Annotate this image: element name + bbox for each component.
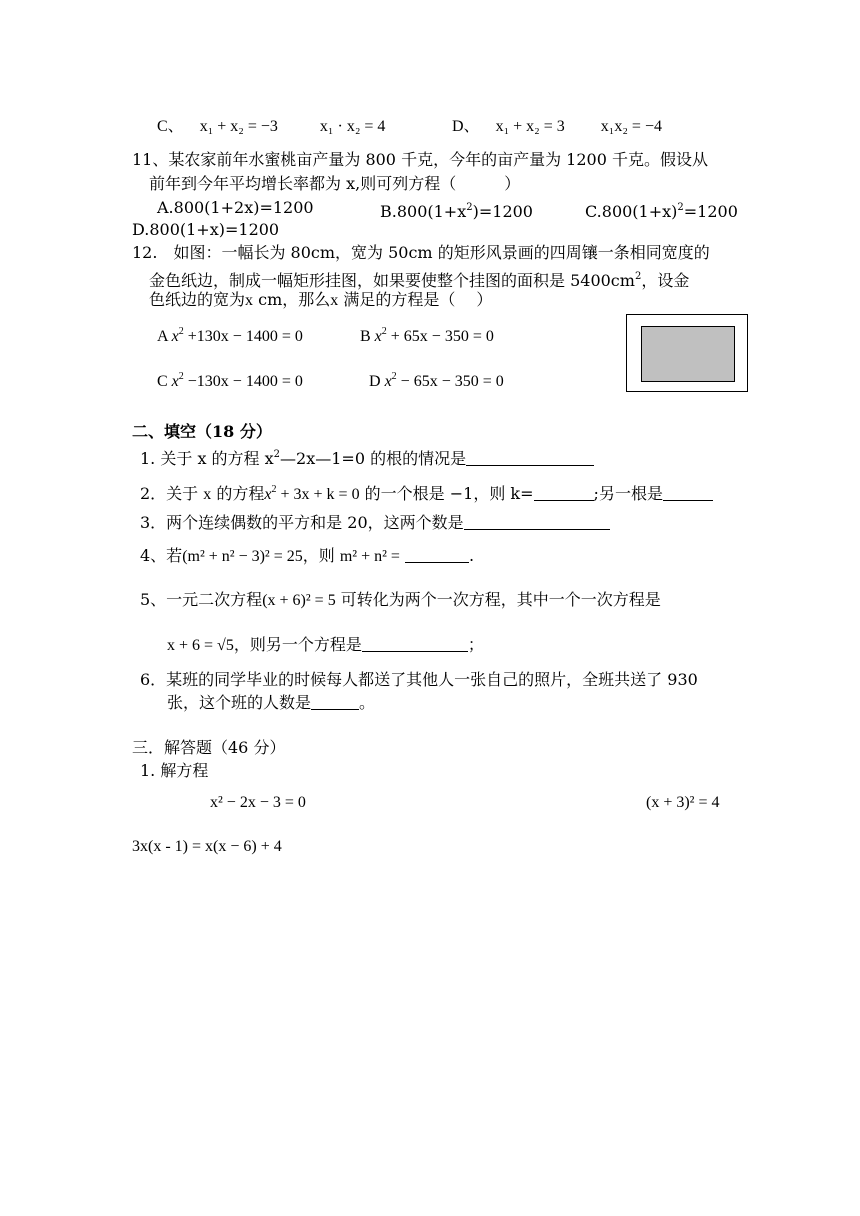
answer-blank[interactable]: [362, 635, 468, 652]
option-d-eq1: x₁ + x₂ = 3: [495, 118, 565, 135]
s2-q6-line2: 张，这个班的人数是 。: [167, 693, 376, 712]
q12-option-c: C $x^2 -130x - 1400 = 0$: [157, 371, 303, 390]
option-c-label: C、: [157, 118, 184, 135]
s3-eq2: (x + 3)² = 4: [646, 794, 720, 811]
section2-title: 二、填空（18 分）: [132, 422, 272, 441]
s2-q1: 1. 关于 x 的方程 $x^2—2x—1=0$ 的根的情况是: [140, 444, 594, 470]
answer-blank[interactable]: [466, 449, 594, 466]
q11-option-a: A.800(1+2x)=1200: [157, 198, 314, 217]
q12-option-a: A $x^2 +130x - 1400 = 0$: [157, 326, 303, 345]
q12-line3: 色纸边的宽为x cm，那么x 满足的方程是（ ）: [149, 290, 493, 309]
answer-blank-k[interactable]: [534, 484, 594, 501]
q11-option-d: D.800(1+x)=1200: [132, 220, 280, 239]
q11-line1: 11、某农家前年水蜜桃亩产量为 800 千克，今年的亩产量为 1200 千克。假设从: [132, 150, 708, 169]
option-d-label: D、: [452, 118, 480, 135]
option-c-row: [157, 116, 385, 138]
section3-title: 三．解答题（46 分）: [132, 738, 286, 757]
s2-q3: 3．两个连续偶数的平方和是 20，这两个数是: [140, 512, 610, 534]
s2-q6-line1: 6．某班的同学毕业的时候每人都送了其他人一张自己的照片，全班共送了 930: [140, 670, 698, 689]
answer-blank[interactable]: [311, 693, 359, 710]
answer-blank[interactable]: [464, 513, 610, 530]
s2-q5-line1: 5、一元二次方程(x + 6)² = 5 可转化为两个一次方程，其中一个一次方程是: [140, 590, 661, 609]
option-c-eq1: x₁ + x₂ = −3: [199, 118, 278, 135]
s2-q4: 4、若(m² + n² − 3)² = 25，则 m² + n² = .: [140, 546, 475, 565]
q12-option-d: D $x^2 - 65x - 350 = 0$: [369, 371, 504, 390]
s3-eq1: x² − 2x − 3 = 0: [210, 794, 306, 811]
s2-q2: 2．关于 x 的方程$x^2 + 3x + k = 0$ 的一个根是 −1，则 k= ;另一根是: [140, 479, 713, 506]
s2-q5-line2: x + 6 = √5，则另一个方程是 ；: [167, 635, 484, 654]
q11-option-b: $B.800(1+x^2)=1200$: [380, 202, 533, 221]
answer-blank[interactable]: [405, 546, 469, 563]
q12-line2: 金色纸边，制成一幅矩形挂图，如果要使整个挂图的面积是 $5400cm^2$，设金: [149, 271, 690, 290]
option-c-eq2: x₁ · x₂ = 4: [319, 118, 386, 135]
q12-option-b: B $x^2 + 65x - 350 = 0$: [360, 326, 494, 345]
s3-eq3: 3x(x - 1) = x(x − 6) + 4: [132, 838, 282, 855]
q11-line2: 前年到今年平均增长率都为 x,则可列方程（ ）: [149, 174, 521, 193]
option-d-eq2: x₁x₂ = −4: [600, 118, 662, 135]
option-d-row: [452, 116, 662, 138]
picture-rectangle: [641, 326, 735, 382]
s3-q1: 1. 解方程: [140, 761, 209, 780]
framed-picture-figure: [626, 314, 748, 392]
q12-line1: 12. 如图：一幅长为 80cm，宽为 50cm 的矩形风景画的四周镶一条相同宽度的: [132, 243, 710, 262]
answer-blank-other-root[interactable]: [663, 484, 713, 501]
q11-option-c: $C.800(1+x)^2=1200$: [585, 202, 738, 221]
